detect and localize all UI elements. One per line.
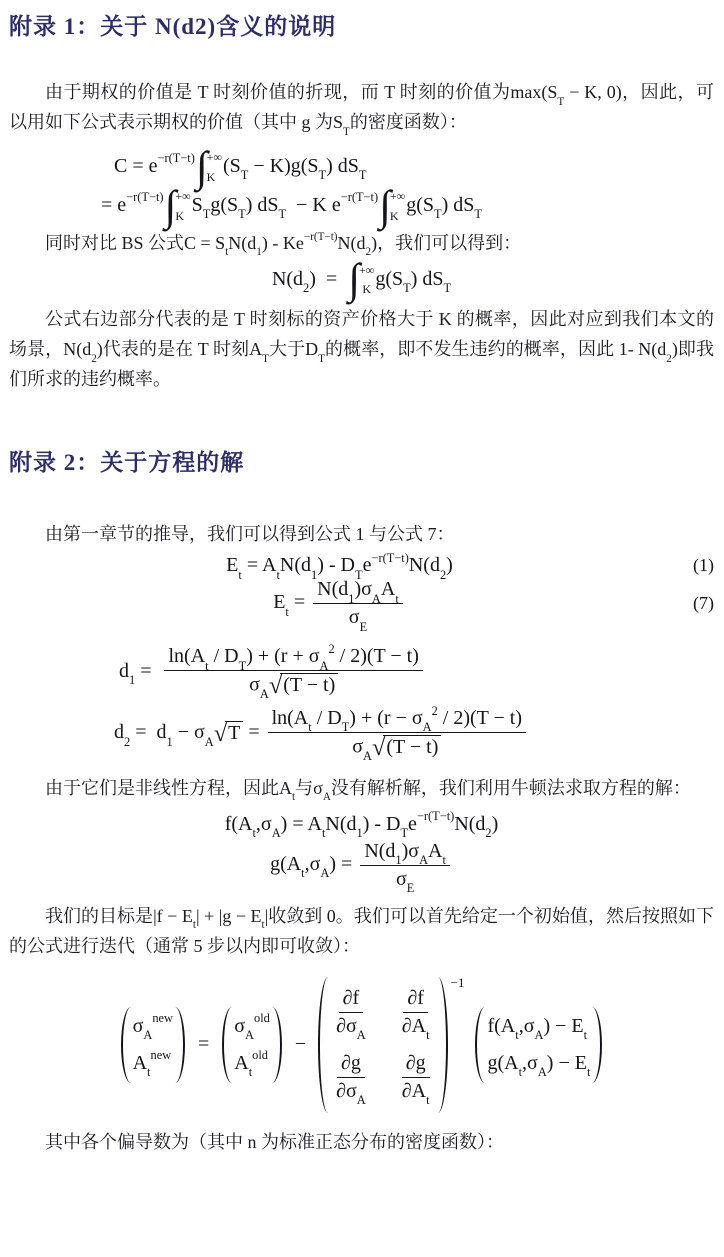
inverse-exponent: −1 xyxy=(450,974,465,990)
appendix1-para-intro: 由于期权的价值是 T 时刻价值的折现，而 T 时刻的价值为$\max(S_T - K$, 0)，因此，可以用如下公式表示期权的价值（其中 g 为$S_T$的密度函数）： xyxy=(9,82,714,138)
appendix1-title: 附录 1：关于 N(d2)含义的说明 xyxy=(9,14,337,39)
eq-7: $E_t$ = $\frac{N(d_1)\sigma_AA_t}{\sigma_E}$ (7) xyxy=(273,578,714,634)
minus-sign: − xyxy=(294,1033,307,1056)
para-partials-intro: 其中各个偏导数为（其中 n 为标准正态分布的密度函数）： xyxy=(45,1131,504,1152)
eq-nd2-definition: $N(d_2)$ = ∫ +∞ K $g(S_T)$ $dS_T$ xyxy=(271,256,452,304)
eq-option-value-line2: = $e^{-r(T-t)}$ ∫ +∞ K $S_Tg(S_T) dS_T - K$ $e^{-r(T-t)}$ ∫ +∞ K $g(S_T)$ $dS_T$ xyxy=(101,182,482,230)
jacobian-inverse xyxy=(316,974,466,1113)
old-values-vector: $\sigma_A^{old}$ $A_t^{old}$ xyxy=(221,1007,283,1083)
eq-d1: $d_1$ = $\ln(A_t / D_T) + (r + \sigma_A^2 / 2)(T - t)$ $\sigma_A$ √ (T − t) xyxy=(119,645,714,699)
new-values-vector: $\sigma_A^{new}$ $A_t^{new}$ xyxy=(120,1007,186,1083)
eq-f-definition: $f(A_t,\sigma_A) = A_tN(d_1) - D_Te^{-r(T-t)}N(d_2)$ xyxy=(224,809,499,840)
para-nd2-meaning: 公式右边部分代表的是 T 时刻标的资产价格大于 K 的概率，因此对应到我们本文的场景，$N(d_2)$代表的是在 T 时刻$A_T$大于$D_T$的概率，即不发生违约的概率，因此 1- $N(d_2)$即我们所求的违约概率。 xyxy=(9,309,714,390)
residual-vector: $f(A_t,\sigma_A) - E_t$ $g(A_t,\sigma_A) - E_t$ xyxy=(474,1007,603,1083)
eq-7-number: (7) xyxy=(693,593,714,614)
eq-1-number: (1) xyxy=(693,555,714,576)
newton-iteration-equation xyxy=(9,974,714,1113)
appendix2-para-intro: 由第一章节的推导，我们可以得到公式 1 与公式 7： xyxy=(45,524,455,545)
para-newton-goal: 我们的目标是$|f - E_t| + |g - E_t|$收敛到 0。我们可以首先给定一个初始值，然后按照如下的公式进行迭代（通常 5 步以内即可收敛）： xyxy=(9,905,715,956)
eq-g-definition: $g(A_t,\sigma_A)$ = $\frac{N(d_1)\sigma_AA_t}{\sigma_E}$ xyxy=(9,840,714,891)
eq-d2: $d_2 = d_1 - \sigma_A$ √ T = $\ln(A_t / D_T) + (r - \sigma_A^2 / 2)(T - t)$ $\sigma_A$ √ (T − t) xyxy=(114,707,714,761)
eq-option-value-line1: $C = e^{-r(T-t)}$ ∫ +∞ K $(S_T - K)g(S_T)$ $dS_T$ xyxy=(114,143,367,191)
para-nonlinear: 由于它们是非线性方程，因此$A_t$与$\sigma_A$没有解析解，我们利用牛顿法求取方程的解： xyxy=(45,777,691,804)
equals-sign: = xyxy=(197,1033,210,1056)
appendix2-title: 附录 2：关于方程的解 xyxy=(9,450,245,476)
eq-1: $E_t = A_tN(d_1) - D_Te^{-r(T-t)}N(d_2)$ (1) xyxy=(226,550,714,582)
para-bs-compare: 同时对比 BS 公式$C = S_tN(d_1) - Ke^{-r(T-t)}N(d_2)$，我们可以得到： xyxy=(45,230,522,259)
jacobian-matrix: $\frac{\partial f}{\partial\sigma_A}$ $\frac{\partial f}{\partial A_t}$ $\frac{\partial g}{\partial\sigma_A}$ $\frac{\partial g}{\partial A_t}$ xyxy=(316,977,450,1113)
